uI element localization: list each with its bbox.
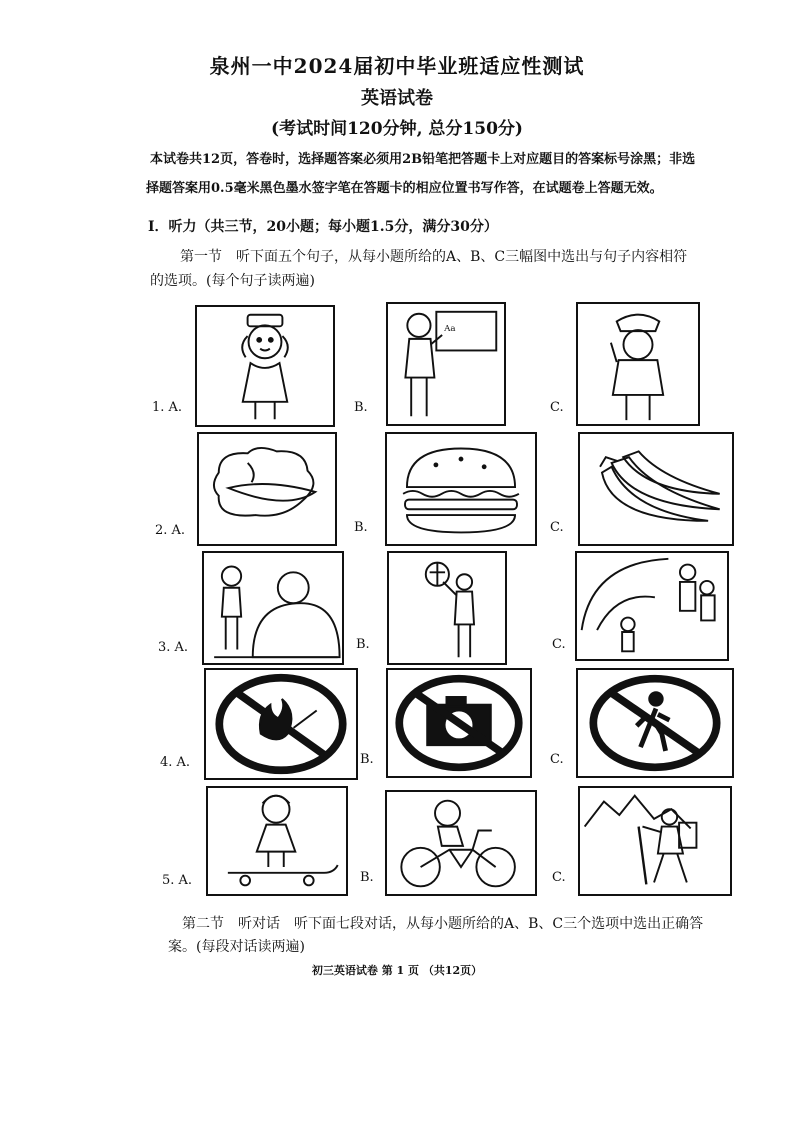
cabbage-icon[interactable] [197, 432, 337, 546]
question-2-label: 2. A. [155, 523, 186, 538]
question-4-b-label: B. [360, 752, 374, 767]
boy-cycling-icon[interactable] [385, 790, 537, 896]
section1-line-1: 第一节 听下面五个句子，从每小题所给的A、B、C三幅图中选出与句子内容相符 [180, 249, 688, 265]
hamburger-icon[interactable] [385, 432, 537, 546]
instructions-line-1: 本试卷共12页，答卷时，选择题答案必须用2B铅笔把答题卡上对应题目的答案标号涂黑；非选 [150, 152, 696, 167]
question-1-b-label: B. [354, 400, 368, 415]
question-4-c-label: C. [550, 752, 564, 767]
no-walking-sign-icon[interactable] [576, 668, 734, 778]
exam-info: (考试时间120分钟, 总分150分) [271, 119, 523, 139]
section2-line-1: 第二节 听对话 听下面七段对话，从每小题所给的A、B、C三个选项中选出正确答 [182, 916, 704, 932]
question-4-label: 4. A. [160, 755, 191, 770]
question-5-label: 5. A. [162, 873, 193, 888]
girl-building-snowman-icon[interactable] [202, 551, 344, 665]
part1-heading: I．听力（共三节，20小题；每小题1.5分，满分30分） [148, 219, 498, 235]
question-2-b-label: B. [354, 520, 368, 535]
bananas-icon[interactable] [578, 432, 734, 546]
instructions-line-2: 择题答案用0.5毫米黑色墨水签字笔在答题卡的相应位置书写作答，在试题卷上答题无效。 [146, 181, 663, 196]
question-2-c-label: C. [550, 520, 564, 535]
section1-line-2: 的选项。(每个句子读两遍) [150, 273, 315, 289]
children-exploring-cave-icon[interactable] [575, 551, 729, 661]
question-5-b-label: B. [360, 870, 374, 885]
girl-skateboarding-icon[interactable] [206, 786, 348, 896]
page-footer: 初三英语试卷 第 1 页 （共12页） [311, 964, 483, 977]
nurse-icon[interactable] [195, 305, 335, 427]
teacher-icon[interactable] [386, 302, 506, 426]
hiker-climbing-icon[interactable] [578, 786, 732, 896]
section2-line-2: 案。(每段对话读两遍) [168, 939, 305, 955]
no-camera-sign-icon[interactable] [386, 668, 532, 778]
exam-subject: 英语试卷 [361, 88, 433, 109]
instructions [146, 145, 750, 203]
question-5-c-label: C. [552, 870, 566, 885]
svg-text:Aa: Aa [444, 324, 456, 335]
boy-with-lantern-icon[interactable] [387, 551, 507, 665]
question-1-c-label: C. [550, 400, 564, 415]
question-1-label: 1. A. [152, 400, 183, 415]
exam-title: 泉州一中2024届初中毕业班适应性测试 [209, 54, 585, 78]
question-3-c-label: C. [552, 637, 566, 652]
question-3-label: 3. A. [158, 640, 189, 655]
police-officer-icon[interactable] [576, 302, 700, 426]
no-fire-sign-icon[interactable] [204, 668, 358, 780]
question-3-b-label: B. [356, 637, 370, 652]
